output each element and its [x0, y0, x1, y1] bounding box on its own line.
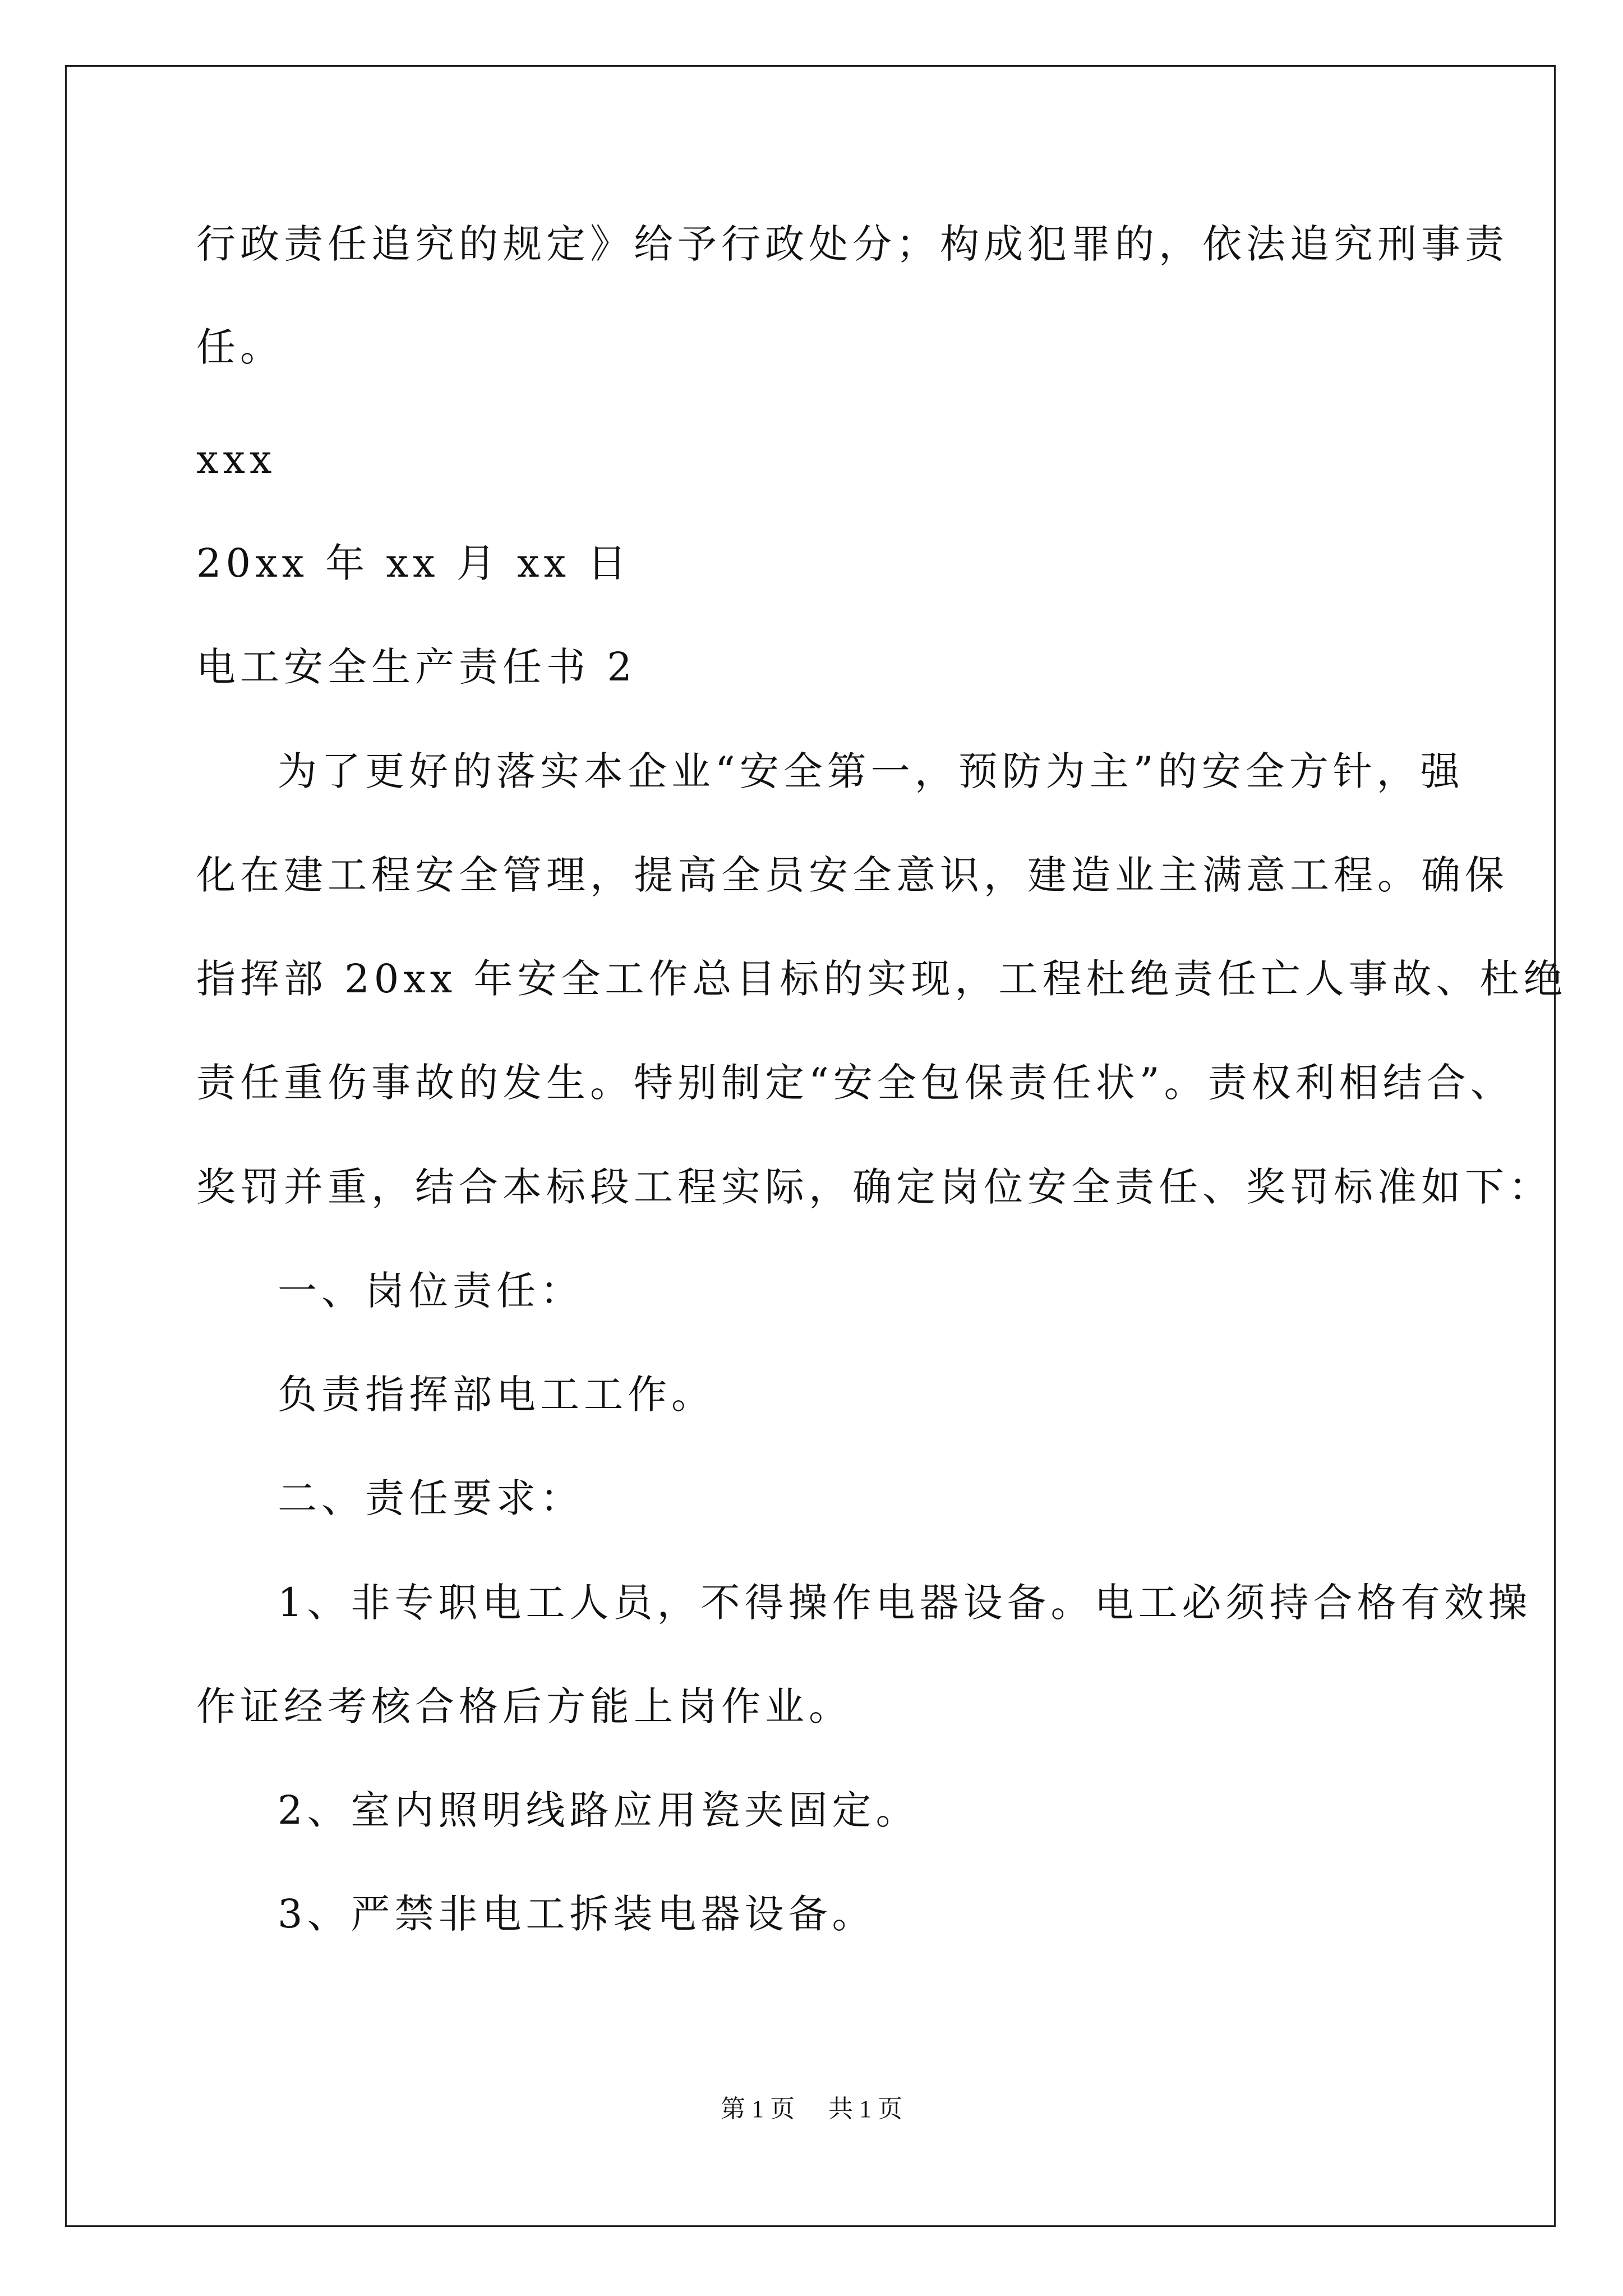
paragraph-line: 指挥部 20xx 年安全工作总目标的实现，工程杜绝责任亡人事故、杜绝 [196, 956, 1567, 1002]
paragraph-line: 责任重伤事故的发生。特别制定“安全包保责任状”。责权利相结合、 [196, 1060, 1514, 1106]
page-number: 第 1 页 [721, 2095, 795, 2123]
section-heading: 一、岗位责任： [278, 1268, 584, 1314]
page-total: 共 1 页 [828, 2095, 902, 2123]
signature-name: xxx [196, 436, 276, 482]
list-item: 3、严禁非电工拆装电器设备。 [278, 1891, 876, 1937]
list-item: 2、室内照明线路应用瓷夹固定。 [278, 1787, 920, 1833]
paragraph-line: 化在建工程安全管理，提高全员安全意识，建造业主满意工程。确保 [196, 852, 1509, 898]
paragraph-line: 行政责任追究的规定》给予行政处分；构成犯罪的，依法追究刑事责 [196, 221, 1509, 267]
list-item-continuation: 作证经考核合格后方能上岗作业。 [196, 1683, 852, 1729]
list-item: 1、非专职电工人员，不得操作电器设备。电工必须持合格有效操 [278, 1580, 1532, 1626]
paragraph-line: 负责指挥部电工工作。 [278, 1372, 715, 1418]
page-footer [0, 2092, 1623, 2126]
section-title: 电工安全生产责任书 2 [196, 644, 637, 690]
paragraph-line: 为了更好的落实本企业“安全第一，预防为主”的安全方针，强 [278, 748, 1464, 794]
paragraph-line: 任。 [196, 324, 284, 370]
section-heading: 二、责任要求： [278, 1475, 584, 1521]
paragraph-line: 奖罚并重，结合本标段工程实际，确定岗位安全责任、奖罚标准如下： [196, 1164, 1552, 1210]
signature-date: 20xx 年 xx 月 xx 日 [196, 540, 631, 586]
